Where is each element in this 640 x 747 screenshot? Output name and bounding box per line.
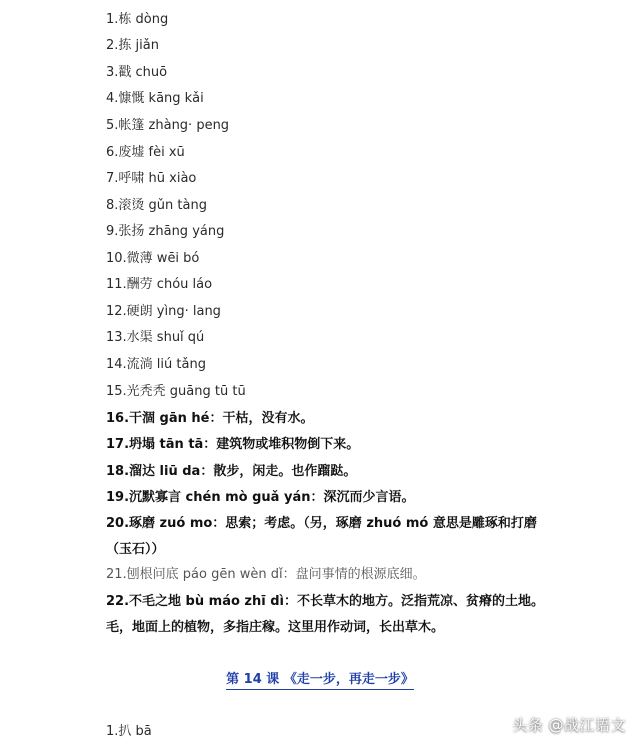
vocab-entry-18: 18.溜达 liū da：散步，闲走。也作蹓跶。 [106, 464, 357, 479]
watermark: 头条 @战江语文 [512, 716, 626, 734]
vocab-entry-14: 14.流淌 liú tǎng [106, 357, 206, 372]
vocab-entry-17: 17.坍塌 tān tā：建筑物或堆积物倒下来。 [106, 437, 360, 452]
vocab-entry-4: 4.慷慨 kāng kǎi [106, 91, 204, 106]
vocab-entry-3: 3.戳 chuō [106, 65, 168, 80]
vocab-entry-19: 19.沉默寡言 chén mò guǎ yán：深沉而少言语。 [106, 490, 415, 505]
vocab-entry-9: 9.张扬 zhāng yáng [106, 224, 225, 239]
vocab-entry-5: 5.帐篷 zhàng· peng [106, 118, 230, 133]
vocab-entry-20: 20.琢磨 zuó mo：思索；考虑。（另，琢磨 zhuó mó 意思是雕琢和打磨（玉石）） [106, 516, 537, 557]
vocab-entry-7: 7.呼啸 hū xiào [106, 171, 197, 186]
vocab-entry-15: 15.光秃秃 guāng tū tū [106, 384, 246, 399]
lesson-title-text: 第 14 课 《走一步，再走一步》 [226, 672, 414, 690]
vocab-entry-6: 6.废墟 fèi xū [106, 145, 185, 160]
vocab-entry-13: 13.水渠 shuǐ qú [106, 330, 205, 345]
vocab-entry-22: 22.不毛之地 bù máo zhī dì：不长草木的地方。泛指荒凉、贫瘠的土地。毛，地面上的植物，多指庄稼。这里用作动词，长出草木。 [106, 594, 544, 635]
vocab-entry-11: 11.酬劳 chóu láo [106, 277, 213, 292]
vocab-entry-21: 21.刨根问底 páo gēn wèn dǐ：盘问事情的根源底细。 [106, 567, 426, 582]
vocab-entry-16: 16.干涸 gān hé：干枯，没有水。 [106, 411, 314, 426]
lesson-title [0, 668, 640, 687]
vocab-entry-12: 12.硬朗 yìng· lang [106, 304, 221, 319]
vocab-entry-1: 1.栋 dòng [106, 12, 169, 27]
vocab-entry-8: 8.滚烫 gǔn tàng [106, 198, 207, 213]
next-vocab-entry: 1.扒 bā [106, 724, 152, 739]
vocab-entry-2: 2.拣 jiǎn [106, 38, 159, 53]
vocab-entry-10: 10.微薄 wēi bó [106, 251, 200, 266]
